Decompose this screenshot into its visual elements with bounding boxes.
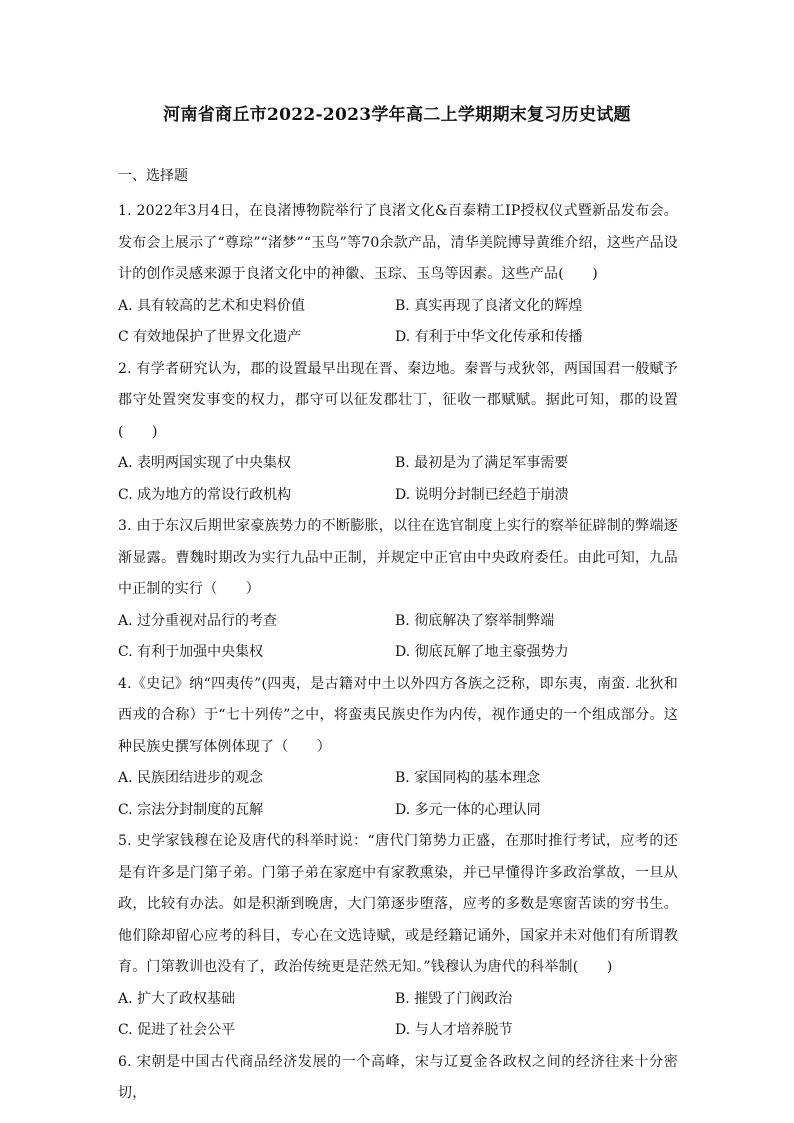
- option-a: A. 表明两国实现了中央集权: [118, 455, 292, 471]
- option-d: D. 多元一体的心理认同: [395, 801, 541, 818]
- option-c: C. 促进了社会公平: [118, 1022, 236, 1038]
- question-stem: 2. 有学者研究认为，郡的设置最早出现在晋、秦边地。秦晋与戎狄邻，两国国君一般赋予郡守处置突发事变的权力，郡守可以征发郡壮丁，征收一郡赋赋。据此可知，郡的设置( ): [118, 360, 678, 440]
- option-b: B. 最初是为了满足军事需要: [395, 455, 569, 471]
- option-a: A. 具有较高的艺术和史料价值: [118, 297, 306, 314]
- option-d: D. 与人才培养脱节: [395, 1022, 513, 1038]
- option-c: C. 有利于加强中央集权: [118, 644, 264, 660]
- option-b: B. 家国同构的基本理念: [395, 770, 541, 786]
- option-list: [118, 763, 678, 826]
- question-stem: 3. 由于东汉后期世家豪族势力的不断膨胀，以往在选官制度上实行的察举征辟制的弊端逐渐显露。曹魏时期改为实行九品中正制，并规定中正官由中央政府委任。由此可知，九品中正制的实行（ ）: [118, 518, 678, 597]
- question-2: [118, 354, 678, 512]
- question-stem: 1. 2022年3月4日，在良渚博物院举行了良渚文化&百泰精工IP授权仪式暨新品发布会。发布会上展示了“尊琮”“渚梦”“玉鸟”等70余款产品，清华美院博导黄维介绍，这些产品设计的创作灵感来源于良渚文化中的神徽、玉琮、玉鸟等因素。这些产品( ): [118, 203, 678, 282]
- option-a: A. 民族团结进步的观念: [118, 770, 264, 786]
- option-list: [118, 984, 678, 1047]
- question-3: [118, 511, 678, 669]
- option-d: D. 有利于中华文化传承和传播: [395, 329, 583, 345]
- question-5: [118, 826, 678, 1047]
- question-1: [118, 196, 678, 354]
- question-stem: 4.《史记》纳“四夷传”(四夷，是古籍对中土以外四方各族之泛称，即东夷，南蛮. 北狄和西戎的合称）于“七十列传”之中，将蛮夷民族史作为内传，视作通史的一个组成部分。这种民族史撰写体例体现了（ ）: [118, 675, 678, 755]
- option-list: [118, 448, 678, 511]
- option-c: C 有效地保护了世界文化遗产: [118, 329, 302, 345]
- question-6: [118, 1047, 678, 1110]
- option-d: D. 彻底瓦解了地主豪强势力: [395, 644, 569, 660]
- option-c: C. 成为地方的常设行政机构: [118, 486, 292, 503]
- page-title: 河南省商丘市2022-2023学年高二上学期期末复习历史试题: [163, 105, 631, 125]
- option-b: B. 摧毁了门阀政治: [395, 990, 513, 1007]
- question-4: [118, 669, 678, 827]
- section-heading: 一、选择题: [118, 168, 188, 184]
- option-list: [118, 291, 678, 354]
- option-c: C. 宗法分封制度的瓦解: [118, 801, 264, 818]
- option-list: [118, 606, 678, 669]
- option-b: B. 彻底解决了察举制弊端: [395, 612, 555, 629]
- option-d: D. 说明分封制已经趋于崩溃: [395, 486, 569, 503]
- option-a: A. 扩大了政权基础: [118, 990, 236, 1007]
- option-b: B. 真实再现了良渚文化的辉煌: [395, 297, 583, 314]
- question-list: [118, 196, 678, 1110]
- option-a: A. 过分重视对品行的考查: [118, 612, 278, 629]
- question-stem: 5. 史学家钱穆在论及唐代的科举时说：“唐代门第势力正盛，在那时推行考试，应考的还是有许多是门第子弟。门第子弟在家庭中有家教熏染，并已早懂得许多政治掌故，一旦从政，比较有办法。如是积渐到晚唐，大门第逐步堕落，应考的多数是寒窗苦读的穷书生。他们除却留心应考的科目，专心在文选诗赋，或是经籍记诵外，国家并未对他们有所谓教育。门第教训也没有了，政治传统更是茫然无知。”钱穆认为唐代的科举制( ): [118, 833, 678, 975]
- question-stem: 6. 宋朝是中国古代商品经济发展的一个高峰，宋与辽夏金各政权之间的经济往来十分密切，: [118, 1053, 678, 1101]
